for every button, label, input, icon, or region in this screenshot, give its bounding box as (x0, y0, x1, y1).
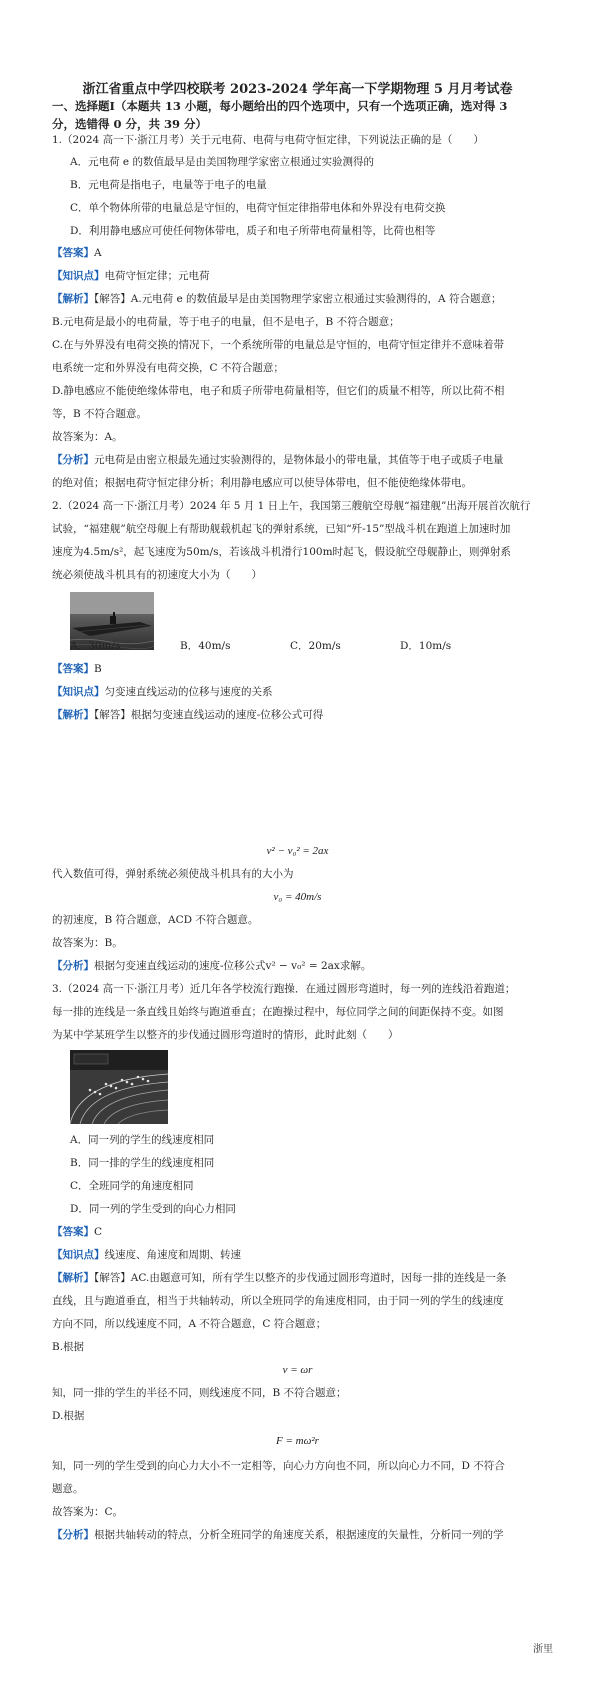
q3-summary-line (52, 1523, 562, 1547)
answer-tag: 【答案】 (52, 247, 94, 259)
analysis-text: 【解答】A.元电荷 e 的数值最早是由美国物理学家密立根通过实验测得的，A 符合题意； (94, 293, 502, 305)
q1-analysis-line: D.静电感应不能使绝缘体带电，电子和质子所带电荷量相等，但它们的质量不相等，所以比荷不相 (52, 385, 505, 397)
summary-text: 根据共轴转动的特点，分析全班同学的角速度关系，根据速度的矢量性，分析同一列的学 (94, 1529, 504, 1541)
knowledge-tag: 【知识点】 (52, 270, 105, 282)
q2-equation-1: v² − v₀² = 2ax (266, 845, 329, 857)
q3-analysis-line: 故答案为：C。 (52, 1506, 124, 1518)
q3-analysis-line: D.根据 (52, 1410, 85, 1422)
q1-analysis-line (52, 287, 562, 311)
q2-option-b: B．40m/s (180, 640, 231, 652)
summary-tag: 【分析】 (52, 454, 94, 466)
q2-analysis-line: 的初速度，B 符合题意，ACD 不符合题意。 (52, 914, 259, 926)
q3-option-d: D．同一列的学生受到的向心力相同 (70, 1203, 236, 1215)
q1-analysis-line: 电系统一定和外界没有电荷交换，C 不符合题意； (52, 362, 284, 374)
analysis-tag: 【解析】 (52, 709, 94, 721)
knowledge-value: 匀变速直线运动的位移与速度的关系 (104, 686, 273, 698)
q3-stem-line: 每一排的连线是一条直线且始终与跑道垂直；在跑操过程中，每位同学之间的间距保持不变。如图 (52, 1006, 504, 1018)
q2-summary-line (52, 954, 562, 978)
knowledge-tag: 【知识点】 (52, 1249, 105, 1261)
q3-option-b: B．同一排的学生的线速度相同 (70, 1157, 215, 1169)
q2-option-d: D．10m/s (400, 640, 452, 652)
q1-answer (52, 241, 562, 265)
page-title: 浙江省重点中学四校联考 2023-2024 学年高一下学期物理 5 月月考试卷 (82, 82, 513, 97)
knowledge-value: 线速度、角速度和周期、转速 (104, 1249, 241, 1261)
answer-value: A (94, 247, 102, 259)
summary-text: 根据匀变速直线运动的速度-位移公式v² − v₀² = 2ax求解。 (94, 960, 372, 972)
q1-summary-line (52, 448, 562, 472)
q3-answer (52, 1220, 562, 1244)
q3-stem-line: 为某中学某班学生以整齐的步伐通过圆形弯道时的情形，此时此刻（ ） (52, 1029, 399, 1041)
answer-value: B (94, 663, 102, 675)
analysis-tag: 【解析】 (52, 1272, 94, 1284)
q1-option-a: A．元电荷 e 的数值最早是由美国物理学家密立根通过实验测得的 (70, 156, 374, 168)
q3-analysis-line: 方向不同，所以线速度不同，A 不符合题意，C 符合题意； (52, 1318, 327, 1330)
q3-knowledge (52, 1243, 562, 1267)
q3-analysis-line: 题意。 (52, 1483, 84, 1495)
q2-analysis-line: 代入数值可得，弹射系统必须使战斗机具有的大小为 (52, 868, 294, 880)
q1-stem: 1.（2024 高一下·浙江月考）关于元电荷、电荷与电荷守恒定律，下列说法正确的是（ ） (52, 134, 484, 146)
q3-stem-line: 3.（2024 高一下·浙江月考）近几年各学校流行跑操．在通过圆形弯道时，每一列的连线沿着跑道； (52, 983, 516, 995)
q1-option-c: C．单个物体所带的电量总是守恒的，电荷守恒定律指带电体和外界没有电荷交换 (70, 202, 446, 214)
knowledge-tag: 【知识点】 (52, 686, 105, 698)
answer-value: C (94, 1226, 103, 1238)
q2-stem-line: 试验，“福建舰”航空母舰上有帮助舰载机起飞的弹射系统，已知“歼-15”型战斗机在跑道上加速时加 (52, 523, 511, 535)
q2-equation-2: v₀ = 40m/s (273, 891, 322, 903)
q1-option-b: B．元电荷是指电子，电量等于电子的电量 (70, 179, 267, 191)
knowledge-value: 电荷守恒定律；元电荷 (104, 270, 210, 282)
summary-tag: 【分析】 (52, 960, 94, 972)
q3-analysis-line: 直线，且与跑道垂直，相当于共轴转动，所以全班同学的角速度相同，由于同一列的学生的线速度 (52, 1295, 504, 1307)
q2-option-a: A．30m/s (70, 640, 121, 652)
analysis-tag: 【解析】 (52, 293, 94, 305)
q2-knowledge (52, 680, 562, 704)
running-track-photo (70, 1050, 168, 1124)
section-heading-2: 分，选错得 0 分，共 39 分） (52, 117, 208, 131)
q1-knowledge (52, 264, 562, 288)
answer-tag: 【答案】 (52, 1226, 94, 1238)
summary-text: 元电荷是由密立根最先通过实验测得的，是物体最小的带电量，其值等于电子或质子电量 (94, 454, 504, 466)
q2-stem-line: 2.（2024 高一下·浙江月考）2024 年 5 月 1 日上午，我国第三艘航空母舰“福建舰”出海开展首次航行 (52, 500, 531, 512)
q3-equation-2: F = mω²r (276, 1435, 319, 1447)
answer-tag: 【答案】 (52, 663, 94, 675)
section-heading-1: 一、选择题Ⅰ（本题共 13 小题，每小题给出的四个选项中，只有一个选项正确，选对得 3 (52, 99, 508, 113)
q3-option-a: A．同一列的学生的线速度相同 (70, 1134, 215, 1146)
q2-answer (52, 657, 562, 681)
q3-option-c: C．全班同学的角速度相同 (70, 1180, 194, 1192)
summary-tag: 【分析】 (52, 1529, 94, 1541)
q1-analysis-line: 等，B 不符合题意。 (52, 408, 148, 420)
analysis-text: 【解答】根据匀变速直线运动的速度-位移公式可得 (94, 709, 324, 721)
q2-option-c: C．20m/s (290, 640, 341, 652)
q1-option-d: D．利用静电感应可使任何物体带电，质子和电子所带电荷量相等，比荷也相等 (70, 225, 436, 237)
q2-stem-line: 速度为4.5m/s²，起飞速度为50m/s，若该战斗机滑行100m时起飞，假设航空母舰静止，则弹射系 (52, 546, 512, 558)
q1-summary-line: 的绝对值；根据电荷守恒定律分析；利用静电感应可以使导体带电，但不能使绝缘体带电。 (52, 477, 472, 489)
q3-analysis-line: 知，同一排的学生的半径不同，则线速度不同，B 不符合题意； (52, 1387, 347, 1399)
q1-analysis-line: B.元电荷是最小的电荷量，等于电子的电量，但不是电子，B 不符合题意； (52, 316, 400, 328)
q2-stem-line: 统必须使战斗机具有的初速度大小为（ ） (52, 569, 262, 581)
q2-analysis-line (52, 703, 562, 727)
q3-analysis-line: 知，同一列的学生受到的向心力大小不一定相等，向心力方向也不同，所以向心力不同，D 不符合 (52, 1460, 505, 1472)
q1-analysis-line: C.在与外界没有电荷交换的情况下，一个系统所带的电量总是守恒的，电荷守恒定律并不意味着带 (52, 339, 504, 351)
analysis-text: 【解答】AC.由题意可知，所有学生以整齐的步伐通过圆形弯道时，因每一排的连线是一条 (94, 1272, 507, 1284)
q3-analysis-line (52, 1266, 562, 1290)
page-footer: 浙里 (533, 1644, 553, 1655)
q3-equation-1: v = ωr (282, 1364, 313, 1376)
q1-analysis-line: 故答案为：A。 (52, 431, 123, 443)
q2-analysis-line: 故答案为：B。 (52, 937, 123, 949)
q3-analysis-line: B.根据 (52, 1341, 85, 1353)
